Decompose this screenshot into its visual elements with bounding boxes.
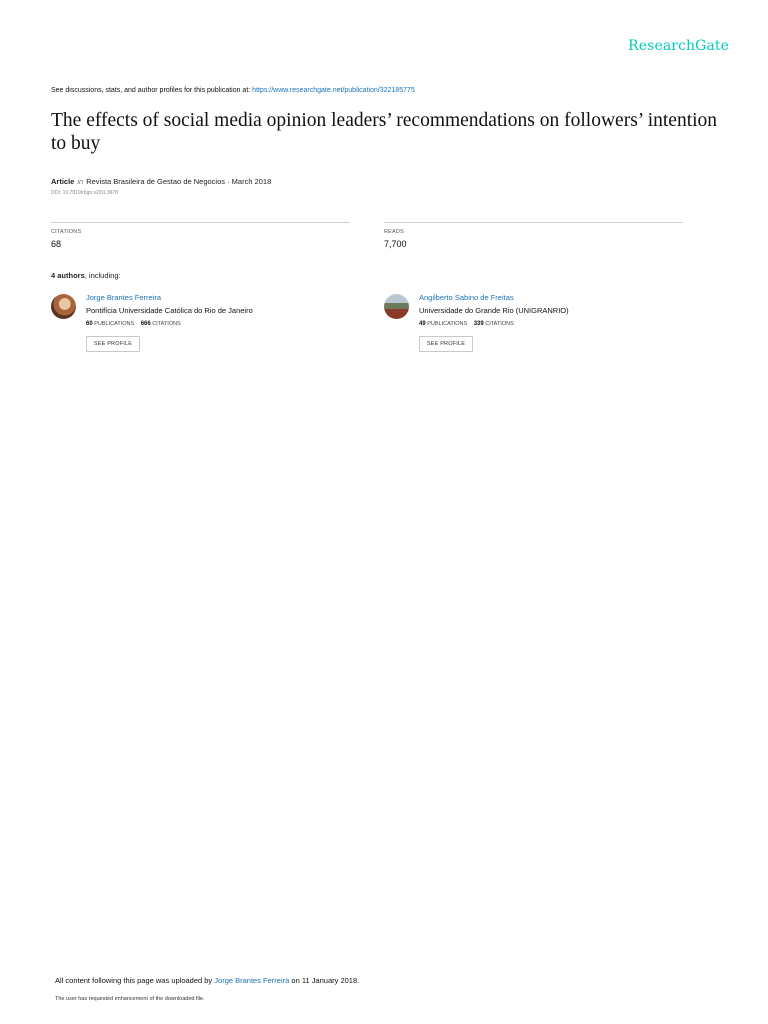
in-label: in: [77, 177, 84, 186]
doi: DOI: 10.7819/rbgn.v20i1.3678: [51, 190, 118, 196]
divider-right: [384, 222, 683, 223]
publication-link[interactable]: https://www.researchgate.net/publication/322185775: [252, 87, 415, 94]
author-stats: [419, 321, 519, 327]
citations-value: 68: [51, 239, 62, 249]
reads-label: READS: [384, 229, 404, 235]
author-stats: [86, 321, 186, 327]
author-affiliation: Pontifícia Universidade Católica do Rio de Janeiro: [86, 306, 253, 315]
author-citations-count: 666: [140, 321, 151, 327]
see-profile-button[interactable]: SEE PROFILE: [419, 336, 473, 352]
researchgate-logo[interactable]: ResearchGate: [628, 38, 729, 54]
author-name-link[interactable]: Angilberto Sabino de Freitas: [419, 293, 514, 302]
upload-prefix: All content following this page was uploaded by: [55, 976, 215, 985]
authors-count: 4 authors: [51, 271, 85, 280]
authors-heading: [51, 271, 121, 280]
author-citations-count: 339: [473, 321, 484, 327]
see-discussions-line: [51, 87, 415, 94]
see-discussions-text: See discussions, stats, and author profiles for this publication at:: [51, 87, 253, 94]
author-citations-label: CITATIONS: [485, 321, 514, 327]
publications-label: PUBLICATIONS: [427, 321, 468, 327]
publications-count: 60: [86, 321, 93, 327]
see-profile-button[interactable]: SEE PROFILE: [86, 336, 140, 352]
citations-label: CITATIONS: [51, 229, 82, 235]
author-card: [384, 293, 684, 357]
author-affiliation: Universidade do Grande Rio (UNIGRANRIO): [419, 306, 569, 315]
upload-note: [55, 976, 359, 985]
journal-name: Revista Brasileira de Gestao de Negocios · March 2018: [86, 177, 272, 186]
publications-count: 49: [419, 321, 426, 327]
author-name-link[interactable]: Jorge Brantes Ferreira: [86, 293, 162, 302]
reads-value: 7,700: [384, 239, 407, 249]
upload-suffix: on 11 January 2018.: [289, 976, 360, 985]
paper-title: The effects of social media opinion leaders’ recommendations on followers’ intention to buy: [51, 110, 718, 154]
author-citations-label: CITATIONS: [152, 321, 181, 327]
avatar[interactable]: [51, 294, 76, 319]
authors-suffix: , including:: [84, 271, 121, 280]
uploader-link[interactable]: Jorge Brantes Ferreira: [214, 976, 290, 985]
divider-left: [51, 222, 350, 223]
citations-stat: [51, 229, 81, 249]
author-card: [51, 293, 351, 357]
article-meta: [51, 177, 271, 186]
publications-label: PUBLICATIONS: [94, 321, 135, 327]
avatar[interactable]: [384, 294, 409, 319]
article-type: Article: [51, 177, 75, 186]
enhancement-note: The user has requested enhancement of the downloaded file.: [55, 996, 205, 1002]
reads-stat: [384, 229, 407, 249]
